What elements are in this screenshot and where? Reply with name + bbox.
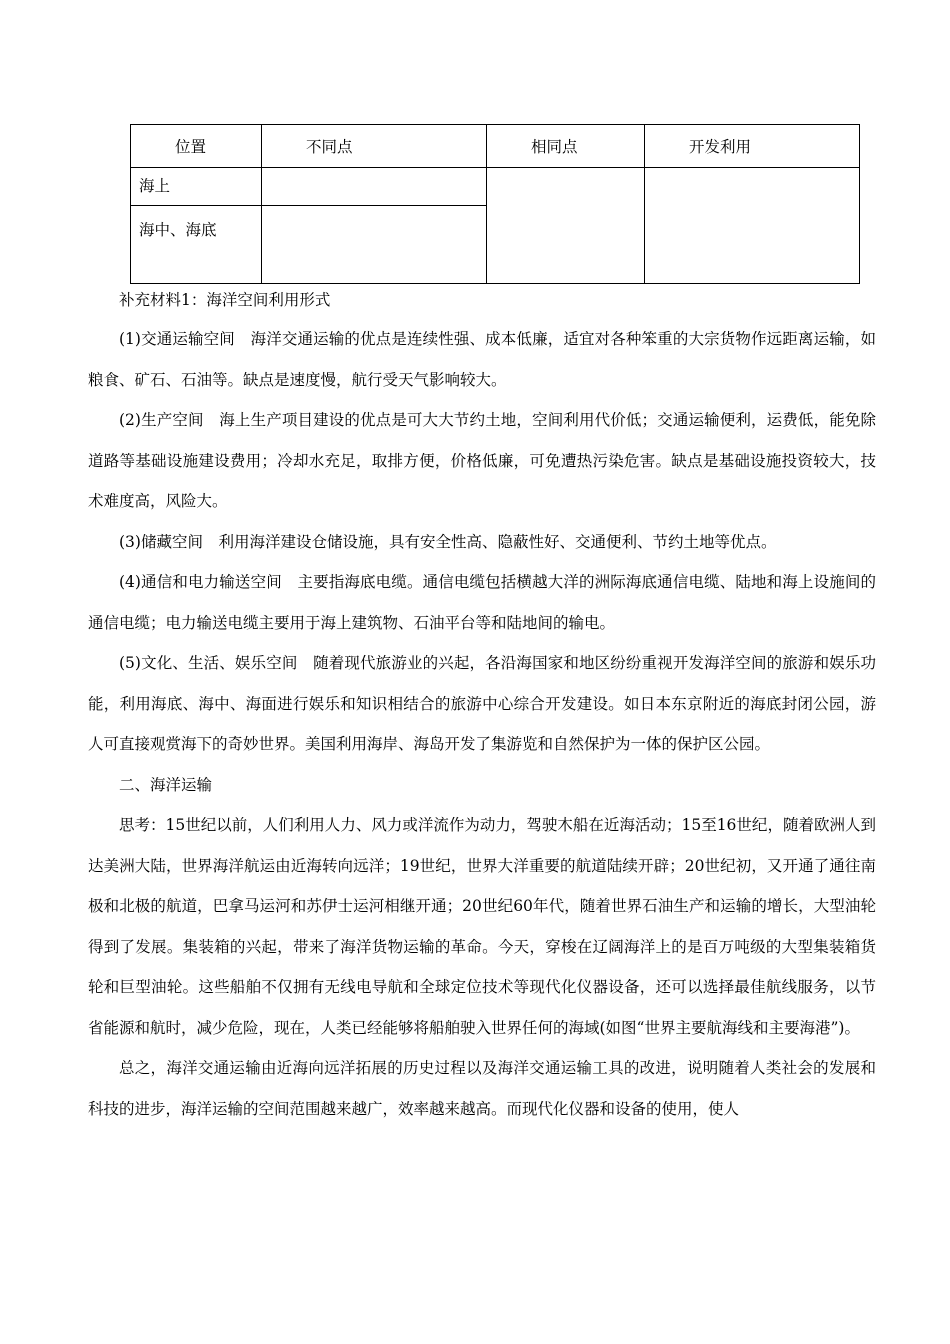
- header-similarity: 相同点: [487, 125, 645, 168]
- header-difference: 不同点: [262, 125, 487, 168]
- body-text: [88, 319, 876, 1129]
- header-position: 位置: [131, 125, 262, 168]
- supplement-title: 补充材料1：海洋空间利用形式: [119, 291, 331, 309]
- paragraph: (1)交通运输空间 海洋交通运输的优点是连续性强、成本低廉，适宜对各种笨重的大宗货物作远距离运输，如粮食、矿石、石油等。缺点是速度慢，航行受天气影响较大。: [88, 330, 876, 389]
- section-heading: 二、海洋运输: [119, 775, 213, 794]
- summary-paragraph: 总之，海洋交通运输由近海向远洋拓展的历史过程以及海洋交通运输工具的改进，说明随着人类社会的发展和科技的进步，海洋运输的空间范围越来越广，效率越来越高。而现代化仪器和设备的使用，使人: [88, 1059, 876, 1118]
- cell-empty: [262, 206, 487, 284]
- paragraph: (4)通信和电力输送空间 主要指海底电缆。通信电缆包括横越大洋的洲际海底通信电缆、陆地和海上设施间的通信电缆；电力输送电缆主要用于海上建筑物、石油平台等和陆地间的输电。: [88, 573, 876, 632]
- cell-empty: [487, 168, 645, 284]
- row-label-sea: 海上: [131, 168, 262, 206]
- row-label-mid-seabed: 海中、海底: [131, 206, 262, 284]
- comparison-table: [130, 124, 860, 284]
- paragraph: (2)生产空间 海上生产项目建设的优点是可大大节约土地，空间利用代价低；交通运输便利，运费低，能免除道路等基础设施建设费用；冷却水充足，取排方便，价格低廉，可免遭热污染危害。缺点是基础设施投资较大，技术难度高，风险大。: [88, 411, 876, 510]
- think-paragraph: 思考：15世纪以前，人们利用人力、风力或洋流作为动力，驾驶木船在近海活动；15至16世纪，随着欧洲人到达美洲大陆，世界海洋航运由近海转向远洋；19世纪，世界大洋重要的航道陆续开辟；20世纪初，又开通了通往南极和北极的航道，巴拿马运河和苏伊士运河相继开通；20世纪60年代，随着世界石油生产和运输的增长，大型油轮得到了发展。集装箱的兴起，带来了海洋货物运输的革命。今天，穿梭在辽阔海洋上的是百万吨级的大型集装箱货轮和巨型油轮。这些船舶不仅拥有无线电导航和全球定位技术等现代化仪器设备，还可以选择最佳航线服务，以节省能源和航时，减少危险，现在，人类已经能够将船舶驶入世界任何的海域(如图“世界主要航海线和主要海港”)。: [88, 816, 876, 1037]
- cell-empty: [262, 168, 487, 206]
- cell-empty: [645, 168, 860, 284]
- header-development: 开发利用: [645, 125, 860, 168]
- paragraph: (3)储藏空间 利用海洋建设仓储设施，具有安全性高、隐蔽性好、交通便利、节约土地等优点。: [119, 532, 777, 551]
- paragraph: (5)文化、生活、娱乐空间 随着现代旅游业的兴起，各沿海国家和地区纷纷重视开发海洋空间的旅游和娱乐功能，利用海底、海中、海面进行娱乐和知识相结合的旅游中心综合开发建设。如日本东京附近的海底封闭公园，游人可直接观赏海下的奇妙世界。美国利用海岸、海岛开发了集游览和自然保护为一体的保护区公园。: [88, 654, 876, 753]
